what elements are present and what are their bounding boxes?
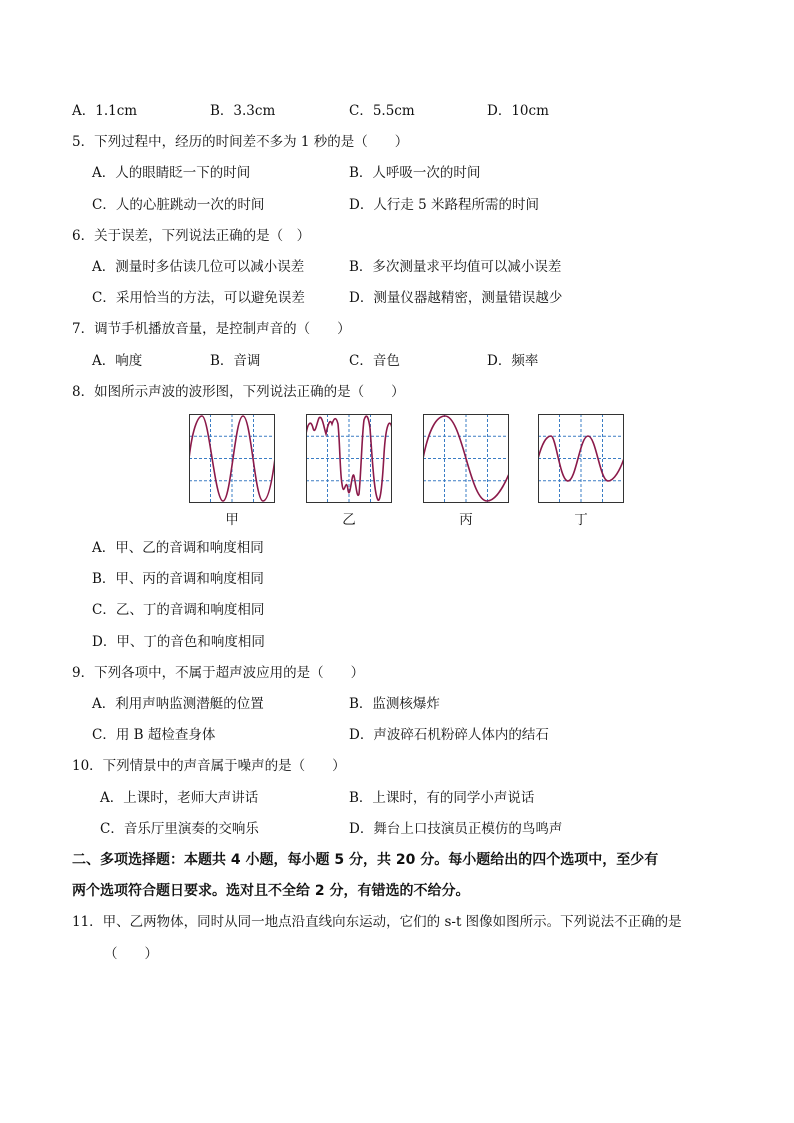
q7-option-d: D．频率 xyxy=(487,353,539,369)
q5-option-d: D．人行走 5 米路程所需的时间 xyxy=(349,197,539,213)
q11-stem: 11．甲、乙两物体，同时从同一地点沿直线向东运动，它们的 s-t 图像如图所示。下列说法不正确的是 xyxy=(72,914,682,930)
q10-option-d: D．舞台上口技演员正模仿的鸟鸣声 xyxy=(349,821,563,837)
q6-stem: 6．关于误差，下列说法正确的是（ ） xyxy=(72,228,311,244)
q9-option-b: B．监测核爆炸 xyxy=(349,696,440,712)
q8-option-a: A．甲、乙的音调和响度相同 xyxy=(92,540,264,556)
q7-option-b: B．音调 xyxy=(210,353,261,369)
q9-option-c: C．用 B 超检查身体 xyxy=(92,727,216,743)
q10-option-a: A．上课时，老师大声讲话 xyxy=(100,790,259,806)
q10-option-b: B．上课时，有的同学小声说话 xyxy=(349,790,535,806)
q6-option-d: D．测量仪器越精密，测量错误越少 xyxy=(349,290,563,306)
q8-option-d: D．甲、丁的音色和响度相同 xyxy=(92,634,265,650)
q4-option-a: A．1.1cm xyxy=(72,103,138,119)
q5-option-a: A．人的眼睛眨一下的时间 xyxy=(92,165,251,181)
q9-option-a: A．利用声呐监测潜艇的位置 xyxy=(92,696,264,712)
waveform-label-bing: 丙 xyxy=(459,512,473,528)
q11-answer-blank: （ ） xyxy=(104,946,158,962)
section2-heading-line1: 二、多项选择题：本题共 4 小题，每小题 5 分，共 20 分。每小题给出的四个选项中，至少有 xyxy=(72,852,659,868)
q9-option-d: D．声波碎石机粉碎人体内的结石 xyxy=(349,727,549,743)
waveform-ding xyxy=(538,414,624,503)
q5-option-c: C．人的心脏跳动一次的时间 xyxy=(92,197,265,213)
q8-option-c: C．乙、丁的音调和响度相同 xyxy=(92,602,265,618)
section2-heading-line2: 两个选项符合题日要求。选对且不全给 2 分，有错选的不给分。 xyxy=(72,883,470,899)
q4-option-d: D．10cm xyxy=(487,103,549,119)
waveform-jia xyxy=(189,414,275,503)
q10-option-c: C．音乐厅里演奏的交响乐 xyxy=(100,821,259,837)
q8-option-b: B．甲、丙的音调和响度相同 xyxy=(92,571,264,587)
waveform-label-yi: 乙 xyxy=(342,512,356,528)
waveform-label-jia: 甲 xyxy=(225,512,239,528)
q8-stem: 8．如图所示声波的波形图，下列说法正确的是（ ） xyxy=(72,384,405,400)
waveform-yi xyxy=(306,414,392,503)
q4-option-b: B．3.3cm xyxy=(210,103,276,119)
q7-stem: 7．调节手机播放音量，是控制声音的（ ） xyxy=(72,321,351,337)
q6-option-b: B．多次测量求平均值可以减小误差 xyxy=(349,259,562,275)
q7-option-a: A．响度 xyxy=(92,353,143,369)
waveform-label-ding: 丁 xyxy=(574,512,588,528)
q4-option-c: C．5.5cm xyxy=(349,103,415,119)
waveform-bing xyxy=(423,414,509,503)
q9-stem: 9．下列各项中，不属于超声波应用的是（ ） xyxy=(72,665,365,681)
q5-stem: 5．下列过程中，经历的时间差不多为 1 秒的是（ ） xyxy=(72,134,409,150)
q6-option-a: A．测量时多估读几位可以减小误差 xyxy=(92,259,305,275)
q7-option-c: C．音色 xyxy=(349,353,400,369)
q10-stem: 10．下列情景中的声音属于噪声的是（ ） xyxy=(72,758,346,774)
q6-option-c: C．采用恰当的方法，可以避免误差 xyxy=(92,290,305,306)
q5-option-b: B．人呼吸一次的时间 xyxy=(349,165,481,181)
